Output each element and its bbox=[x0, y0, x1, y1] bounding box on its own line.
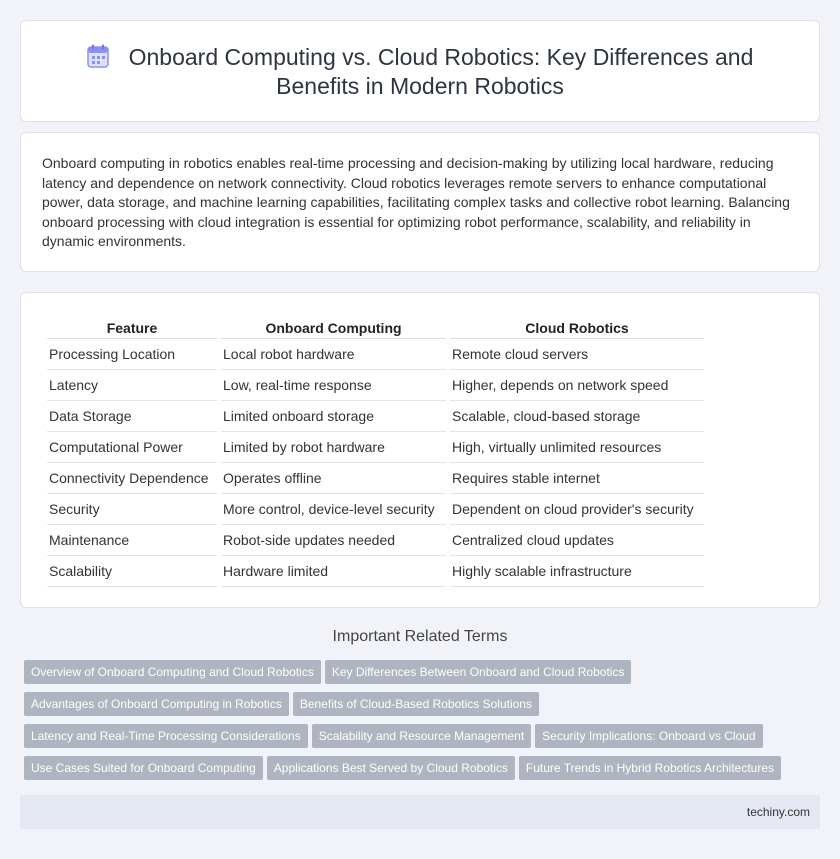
table-row bbox=[47, 494, 704, 525]
page-title: Onboard Computing vs. Cloud Robotics: Key Differences and Benefits in Modern Robotics bbox=[128, 44, 754, 99]
onboard-cell: Low, real-time response bbox=[221, 370, 446, 401]
cloud-cell: Remote cloud servers bbox=[450, 339, 704, 370]
cloud-cell: Requires stable internet bbox=[450, 463, 704, 494]
table-row bbox=[47, 432, 704, 463]
comparison-table bbox=[43, 317, 708, 587]
cloud-cell: Scalable, cloud-based storage bbox=[450, 401, 704, 432]
related-term-tag[interactable]: Scalability and Resource Management bbox=[312, 724, 531, 748]
related-term-tag[interactable]: Future Trends in Hybrid Robotics Architectures bbox=[519, 756, 781, 780]
intro-card bbox=[20, 132, 820, 272]
related-terms-row bbox=[24, 756, 814, 788]
onboard-cell: Operates offline bbox=[221, 463, 446, 494]
table-row bbox=[47, 525, 704, 556]
feature-cell: Latency bbox=[47, 370, 217, 401]
feature-cell: Security bbox=[47, 494, 217, 525]
cloud-cell: Highly scalable infrastructure bbox=[450, 556, 704, 587]
calendar-icon bbox=[87, 44, 109, 68]
related-terms-row bbox=[24, 724, 814, 756]
feature-cell: Connectivity Dependence bbox=[47, 463, 217, 494]
intro-paragraph: Onboard computing in robotics enables real-time processing and decision-making by utilizing local hardware, reducing latency and dependence on network connectivity. Cloud robotics leverages remote servers to enhance computational power, data storage, and machine learning capabilities, facilitating complex tasks and collective robot learning. Balancing onboard processing with cloud integration is essential for optimizing robot performance, scalability, and reliability in dynamic environments. bbox=[42, 155, 790, 250]
related-term-tag[interactable]: Overview of Onboard Computing and Cloud Robotics bbox=[24, 660, 321, 684]
footer-site: techiny.com bbox=[746, 805, 810, 819]
table-row bbox=[47, 339, 704, 370]
onboard-cell: Robot-side updates needed bbox=[221, 525, 446, 556]
related-term-tag[interactable]: Security Implications: Onboard vs Cloud bbox=[535, 724, 762, 748]
related-term-tag[interactable]: Latency and Real-Time Processing Considerations bbox=[24, 724, 308, 748]
related-terms-row bbox=[24, 692, 814, 724]
header-onboard: Onboard Computing bbox=[221, 317, 446, 339]
related-term-tag[interactable]: Key Differences Between Onboard and Cloud Robotics bbox=[325, 660, 632, 684]
cloud-cell: Higher, depends on network speed bbox=[450, 370, 704, 401]
related-term-tag[interactable]: Use Cases Suited for Onboard Computing bbox=[24, 756, 263, 780]
onboard-cell: Limited onboard storage bbox=[221, 401, 446, 432]
table-row bbox=[47, 556, 704, 587]
table-row bbox=[47, 463, 704, 494]
comparison-card bbox=[20, 292, 820, 608]
onboard-cell: More control, device-level security bbox=[221, 494, 446, 525]
related-terms-row bbox=[24, 660, 814, 692]
header-cloud: Cloud Robotics bbox=[450, 317, 704, 339]
cloud-cell: Dependent on cloud provider's security bbox=[450, 494, 704, 525]
onboard-cell: Limited by robot hardware bbox=[221, 432, 446, 463]
table-row bbox=[47, 370, 704, 401]
feature-cell: Scalability bbox=[47, 556, 217, 587]
feature-cell: Maintenance bbox=[47, 525, 217, 556]
footer bbox=[20, 795, 820, 829]
related-term-tag[interactable]: Benefits of Cloud-Based Robotics Solutions bbox=[293, 692, 539, 716]
onboard-cell: Hardware limited bbox=[221, 556, 446, 587]
page-title-wrap bbox=[21, 43, 819, 101]
table-row bbox=[47, 401, 704, 432]
feature-cell: Processing Location bbox=[47, 339, 217, 370]
cloud-cell: Centralized cloud updates bbox=[450, 525, 704, 556]
related-term-tag[interactable]: Advantages of Onboard Computing in Robotics bbox=[24, 692, 289, 716]
related-terms-heading: Important Related Terms bbox=[332, 628, 508, 645]
related-term-tag[interactable]: Applications Best Served by Cloud Robotics bbox=[267, 756, 515, 780]
cloud-cell: High, virtually unlimited resources bbox=[450, 432, 704, 463]
related-terms-list bbox=[24, 660, 814, 788]
header-feature: Feature bbox=[47, 317, 217, 339]
feature-cell: Data Storage bbox=[47, 401, 217, 432]
table-header-row bbox=[47, 317, 704, 339]
title-card bbox=[20, 20, 820, 122]
feature-cell: Computational Power bbox=[47, 432, 217, 463]
onboard-cell: Local robot hardware bbox=[221, 339, 446, 370]
